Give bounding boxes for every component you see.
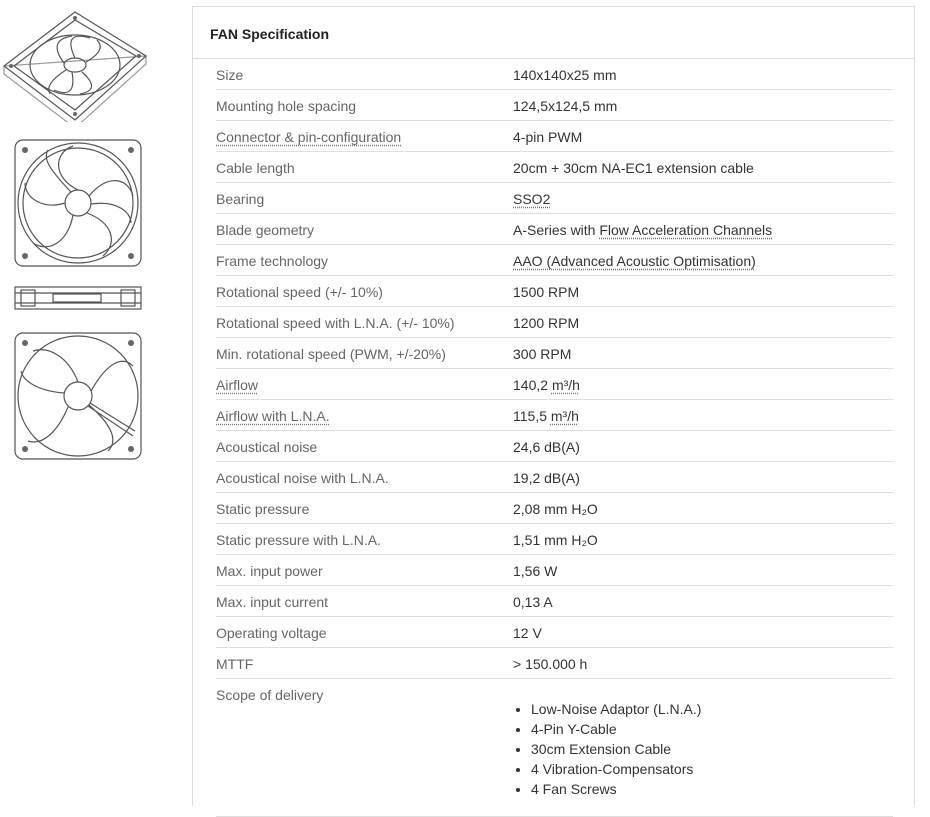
spec-value-number: 115,5 bbox=[513, 408, 551, 424]
spec-value: 12 V bbox=[513, 625, 542, 641]
spec-value-link[interactable]: AAO (Advanced Acoustic Optimisation) bbox=[513, 253, 756, 269]
spec-row-frame-technology bbox=[216, 245, 893, 276]
spec-label: Acoustical noise with L.N.A. bbox=[216, 470, 389, 486]
spec-row-rotational-speed bbox=[216, 276, 893, 307]
spec-label: Scope of delivery bbox=[216, 687, 324, 703]
spec-value: 2,08 mm H₂O bbox=[513, 501, 598, 517]
spec-value: 1,51 mm H₂O bbox=[513, 532, 598, 548]
spec-row-connector bbox=[216, 121, 893, 152]
panel-header bbox=[193, 7, 914, 59]
spec-row-acoustical-noise-lna bbox=[216, 462, 893, 493]
spec-row-rotational-speed-lna bbox=[216, 307, 893, 338]
spec-label: Rotational speed (+/- 10%) bbox=[216, 284, 383, 300]
fan-front-thumbnail[interactable] bbox=[13, 138, 143, 268]
spec-label-link[interactable]: Connector & pin-configuration bbox=[216, 129, 402, 145]
spec-label: Static pressure bbox=[216, 501, 310, 517]
spec-value-link[interactable]: SSO2 bbox=[513, 191, 551, 207]
spec-label: Min. rotational speed (PWM, +/-20%) bbox=[216, 346, 446, 362]
spec-label: Cable length bbox=[216, 160, 295, 176]
spec-label: MTTF bbox=[216, 656, 254, 672]
spec-value-number: 140,2 bbox=[513, 377, 552, 393]
spec-row-max-input-current bbox=[216, 586, 893, 617]
spec-row-operating-voltage bbox=[216, 617, 893, 648]
spec-value: 20cm + 30cm NA-EC1 extension cable bbox=[513, 160, 754, 176]
spec-label: Rotational speed with L.N.A. (+/- 10%) bbox=[216, 315, 455, 331]
spec-row-size bbox=[216, 59, 893, 90]
spec-row-mounting-hole-spacing bbox=[216, 90, 893, 121]
spec-row-acoustical-noise bbox=[216, 431, 893, 462]
spec-label: Mounting hole spacing bbox=[216, 98, 357, 114]
spec-value: 140x140x25 mm bbox=[513, 67, 617, 83]
spec-row-bearing bbox=[216, 183, 893, 214]
spec-value: 124,5x124,5 mm bbox=[513, 98, 618, 114]
spec-label: Size bbox=[216, 67, 244, 83]
list-item: • Low-Noise Adaptor (L.N.A.) bbox=[531, 699, 701, 719]
panel-title: FAN Specification bbox=[210, 26, 330, 42]
spec-label-link[interactable]: Airflow bbox=[216, 377, 259, 393]
spec-value-link[interactable]: Flow Acceleration Channels bbox=[599, 222, 773, 238]
spec-row-cable-length bbox=[216, 152, 893, 183]
spec-value-text: A-Series with bbox=[513, 222, 600, 238]
fan-specification-panel bbox=[192, 6, 915, 806]
scope-list bbox=[513, 699, 701, 799]
spec-row-airflow bbox=[216, 369, 893, 400]
spec-value: > 150.000 h bbox=[513, 656, 588, 672]
spec-row-scope-of-delivery bbox=[216, 679, 893, 817]
spec-label: Bearing bbox=[216, 191, 265, 207]
spec-row-static-pressure-lna bbox=[216, 524, 893, 555]
spec-label: Acoustical noise bbox=[216, 439, 318, 455]
list-item: • 4 Fan Screws bbox=[531, 779, 701, 799]
spec-label: Blade geometry bbox=[216, 222, 315, 238]
spec-value-unit-link[interactable]: m³/h bbox=[551, 377, 580, 393]
spec-value: 1500 RPM bbox=[513, 284, 580, 300]
spec-value bbox=[513, 408, 579, 424]
list-item: • 30cm Extension Cable bbox=[531, 739, 701, 759]
list-item: • 4 Vibration-Compensators bbox=[531, 759, 701, 779]
spec-value bbox=[513, 222, 772, 238]
spec-label: Max. input current bbox=[216, 594, 329, 610]
spec-value: 0,13 A bbox=[513, 594, 553, 610]
spec-value: 1200 RPM bbox=[513, 315, 580, 331]
product-thumbnails bbox=[0, 0, 150, 801]
fan-side-thumbnail[interactable] bbox=[13, 285, 143, 311]
spec-row-max-input-power bbox=[216, 555, 893, 586]
spec-label: Operating voltage bbox=[216, 625, 327, 641]
spec-label: Frame technology bbox=[216, 253, 329, 269]
spec-value-unit-link[interactable]: m³/h bbox=[550, 408, 579, 424]
spec-row-mttf bbox=[216, 648, 893, 679]
spec-table bbox=[216, 59, 893, 817]
spec-value: 4-pin PWM bbox=[513, 129, 583, 145]
spec-value: 1,56 W bbox=[513, 563, 558, 579]
spec-row-static-pressure bbox=[216, 493, 893, 524]
spec-value: 19,2 dB(A) bbox=[513, 470, 580, 486]
spec-value: 24,6 dB(A) bbox=[513, 439, 580, 455]
spec-value: 300 RPM bbox=[513, 346, 572, 362]
spec-row-airflow-lna bbox=[216, 400, 893, 431]
spec-value bbox=[513, 377, 580, 393]
spec-row-min-rotational-speed bbox=[216, 338, 893, 369]
spec-label-link[interactable]: Airflow with L.N.A. bbox=[216, 408, 330, 424]
spec-label: Max. input power bbox=[216, 563, 323, 579]
fan-isometric-thumbnail[interactable] bbox=[2, 10, 148, 122]
list-item: • 4-Pin Y-Cable bbox=[531, 719, 701, 739]
spec-label: Static pressure with L.N.A. bbox=[216, 532, 381, 548]
fan-back-thumbnail[interactable] bbox=[13, 331, 143, 461]
spec-row-blade-geometry bbox=[216, 214, 893, 245]
